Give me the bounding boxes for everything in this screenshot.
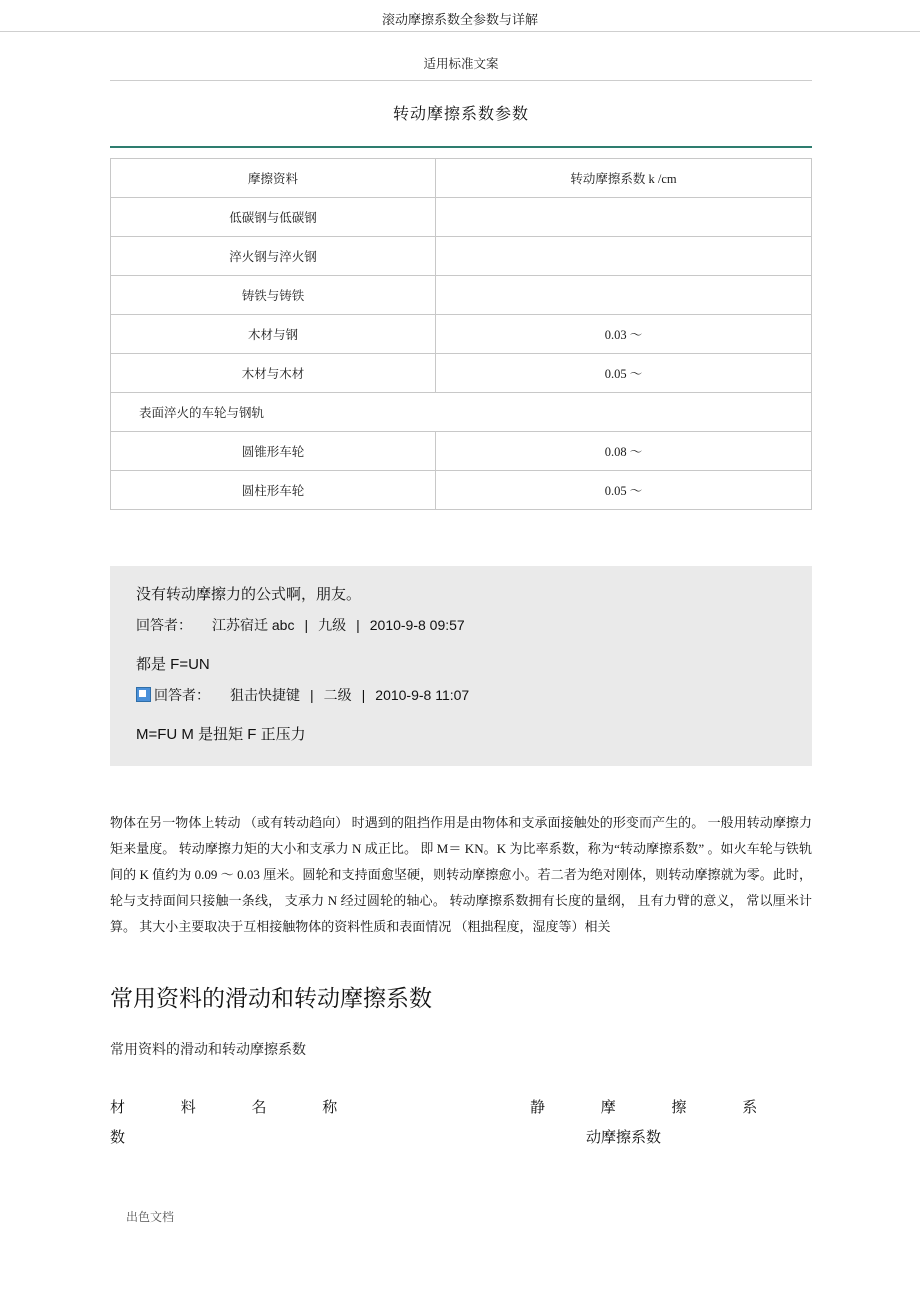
- answer-author-2[interactable]: 狙击快捷键: [230, 687, 300, 703]
- table-row-span: [111, 393, 812, 432]
- answer-text-2: 都是 F=UN: [136, 656, 210, 673]
- answer-time-2: 2010-9-8 11:07: [375, 687, 470, 703]
- table-cell-material: 铸铁与铸铁: [111, 276, 436, 315]
- section-subtitle: 常用资料的滑动和转动摩擦系数: [110, 1043, 306, 1058]
- table-cell-value: 0.05 ～: [435, 354, 811, 393]
- answers-gap-2: [136, 710, 796, 720]
- answer-level-2: 二级: [323, 687, 352, 703]
- subheader-divider: [110, 80, 812, 81]
- table-row: [111, 276, 812, 315]
- answer-text-1: 没有转动摩擦力的公式啊，朋友。: [136, 586, 362, 603]
- table-row: [111, 237, 812, 276]
- table-header-row: [111, 159, 812, 198]
- table-cell-group-label: 表面淬火的车轮与钢轨: [111, 393, 812, 432]
- page-header-title: 滚动摩擦系数全参数与详解: [381, 12, 538, 27]
- table-cell-value: [435, 276, 811, 315]
- answer-meta-1: 回答者： 江苏宿迁 abc | 九级 | 2010-9-8 09:57: [136, 617, 465, 633]
- answer-author-1[interactable]: 江苏宿迁 abc: [212, 617, 295, 633]
- column-header-row: [110, 1093, 812, 1153]
- document-title: 转动摩擦系数参数: [392, 106, 529, 123]
- table-row: [111, 471, 812, 510]
- body-paragraph: 物体在另一物体上转动 （或有转动趋向） 时遇到的阻挡作用是由物体和支承面接触处的形变而产生的。 一般用转动摩擦力矩来量度。 转动摩擦力矩的大小和支承力 N 成正比。 即 M＝ KN。K 为比率系数，称为“转动摩擦系数” 。如火车轮与铁轨间的 K 值约为 0.09 ～ 0.03 厘米。圆轮和支持面愈坚硬，则转动摩擦愈小。若二者为绝对刚体，则转动摩擦就为零。此时，轮与支持面间只接触一条线， 支承力 N 经过圆轮的轴心。 转动摩擦系数拥有长度的量纲， 且有力臂的意义， 常以厘米计算。 其大小主要取决于互相接触物体的资料性质和表面情况 （粗拙程度，湿度等）相关: [110, 815, 812, 934]
- table-cell-material: 圆柱形车轮: [111, 471, 436, 510]
- answer-label-1: 回答者：: [136, 617, 192, 633]
- table-row: [111, 354, 812, 393]
- column-header-material-name: 材 料 名 称: [110, 1100, 364, 1116]
- table-cell-material: 低碳钢与低碳钢: [111, 198, 436, 237]
- table-cell-material: 圆锥形车轮: [111, 432, 436, 471]
- table-cell-value: [435, 198, 811, 237]
- table-cell-material: 木材与木材: [111, 354, 436, 393]
- answers-gap: [136, 640, 796, 650]
- table-cell-material: 淬火钢与淬火钢: [111, 237, 436, 276]
- answers-block: [110, 566, 812, 766]
- answer-label-2: 回答者：: [154, 687, 210, 703]
- document-subheader: 适用标准文案: [423, 57, 499, 71]
- table-cell-value: [435, 237, 811, 276]
- column-header-kinetic-friction: 动摩擦系数: [586, 1130, 662, 1146]
- reply-icon: [136, 687, 151, 702]
- table-row: [111, 432, 812, 471]
- column-header-static-friction: 静 摩 擦 系: [530, 1100, 784, 1116]
- header-divider: [0, 31, 920, 32]
- answer-level-1: 九级: [318, 617, 347, 633]
- table-cell-value: 0.05 ～: [435, 471, 811, 510]
- friction-coefficient-table: [110, 158, 812, 510]
- answer-time-1: 2010-9-8 09:57: [369, 617, 465, 633]
- document-content: [110, 54, 812, 1153]
- answer-meta-2: 回答者： 狙击快捷键 | 二级 | 2010-9-8 11:07: [136, 680, 796, 710]
- table-row: [111, 198, 812, 237]
- accent-divider: [110, 146, 812, 148]
- column-header-material-name-cont: 数: [110, 1130, 126, 1146]
- table-cell-value: 0.08 ～: [435, 432, 811, 471]
- table-header-cell-material: 摩擦资料: [111, 159, 436, 198]
- table-cell-value: 0.03 ～: [435, 315, 811, 354]
- page-footer: 出色文档: [126, 1210, 175, 1224]
- answer-tail-text: M=FU M 是扭矩 F 正压力: [136, 726, 306, 743]
- table-cell-material: 木材与钢: [111, 315, 436, 354]
- section-heading: 常用资料的滑动和转动摩擦系数: [110, 986, 432, 1011]
- table-row: [111, 315, 812, 354]
- table-header-cell-coefficient: 转动摩擦系数 k /cm: [435, 159, 811, 198]
